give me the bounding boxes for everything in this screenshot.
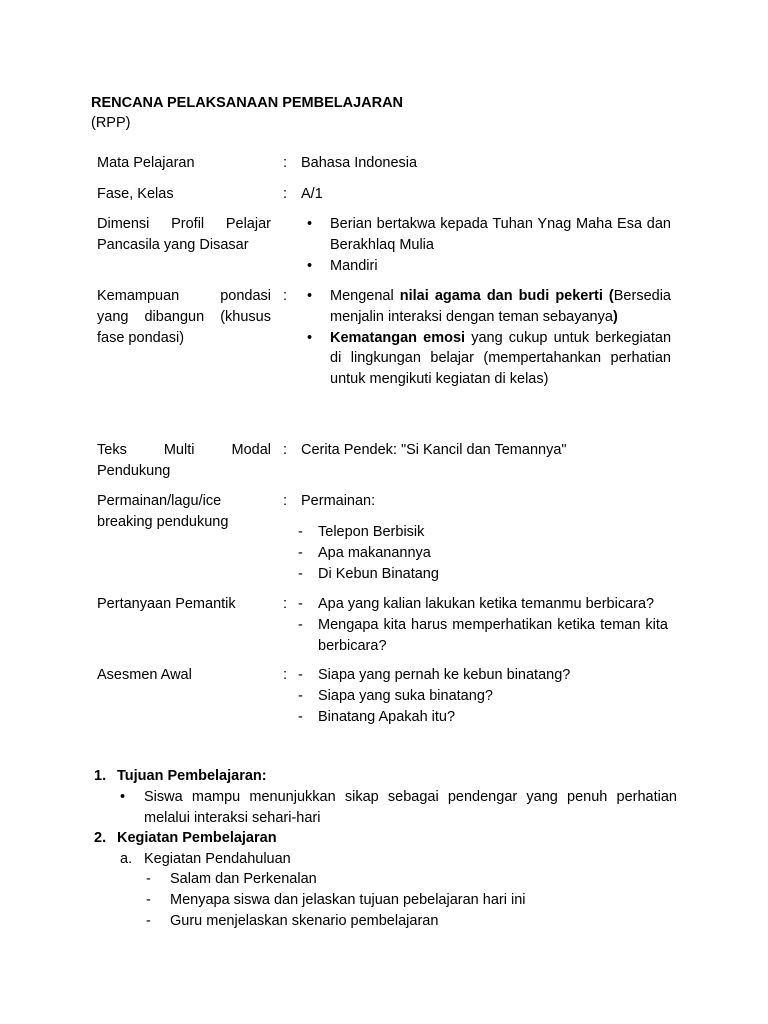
dash-icon: - [298,524,303,540]
label-pertanyaan-pemantik: Pertanyaan Pemantik [97,596,236,612]
dash-icon: - [298,544,303,561]
list-item-text: Berian bertakwa kepada Tuhan Ynag Maha Esa dan Berakhlaq Mulia [330,216,671,253]
list-item [298,564,668,585]
list-item-text: Telepon Berbisik [318,524,425,540]
bullet-icon: • [307,288,313,304]
list-item [298,594,668,615]
dash-icon: - [298,708,303,725]
label-line: breaking pendukung [97,513,229,530]
label-mata-pelajaran: Mata Pelajaran [97,155,195,171]
bullet-icon: • [120,789,126,805]
dash-icon: - [298,616,303,633]
sub-title: Kegiatan Pendahuluan [144,851,291,867]
list-item [120,787,677,829]
label-teks-multimodal [97,440,271,482]
list-item [301,328,671,390]
label-line: Permainan/lagu/ice [97,493,222,509]
dash-icon: - [298,667,303,683]
document-subtitle: (RPP) [91,115,131,131]
value-dimensi-profil [301,214,671,276]
list-item-text: Menyapa siswa dan jelaskan tujuan pebelajaran hari ini [170,891,526,908]
list-item-text: Mengenal nilai agama dan budi pekerti (Bersedia menjalin interaksi dengan teman sebayanya) [330,288,671,325]
sub-letter: a. [120,851,133,867]
list-item [146,869,626,890]
section-tujuan-heading [94,766,267,787]
label-asesmen-awal: Asesmen Awal [97,667,192,683]
list-item [146,911,626,932]
document-title: RENCANA PELAKSANAAN PEMBELAJARAN [91,95,404,111]
list-item [301,286,671,328]
list-item-text: Guru menjelaskan skenario pembelajaran [170,912,439,929]
value-teks-multimodal: Cerita Pendek: "Si Kancil dan Temannya" [301,442,567,458]
kegiatan-list [146,869,626,931]
list-item-text: Mandiri [330,257,378,274]
label-line: Teks Multi Modal [97,442,271,458]
label-line: yang dibangun (khusus [97,308,271,325]
list-item-text: Siapa yang suka binatang? [318,687,493,704]
value-asesmen-awal [298,665,668,727]
value-permainan: Permainan: [301,493,376,509]
bullet-icon: • [307,257,313,274]
dash-icon: - [298,687,303,704]
permainan-list [298,522,668,584]
section-kegiatan-heading [94,828,277,849]
list-item-text: Siswa mampu menunjukkan sikap sebagai pendengar yang penuh perhatian melalui interaksi sehari-hari [144,789,677,826]
value-mata-pelajaran: Bahasa Indonesia [301,155,418,171]
dash-icon: - [298,596,303,612]
list-item [298,707,668,728]
list-item-text: Di Kebun Binatang [318,565,439,582]
label-line: fase pondasi) [97,329,185,346]
label-line: Kemampuan pondasi [97,288,271,304]
colon: : [283,155,288,171]
dash-icon: - [146,871,151,887]
list-item-text: Salam dan Perkenalan [170,871,317,887]
dash-icon: - [146,891,151,908]
colon: : [283,493,288,509]
label-line: Pancasila yang Disasar [97,236,249,253]
label-dimensi-profil [97,214,271,256]
list-item [301,256,671,277]
section-title: Tujuan Pembelajaran: [117,768,267,784]
bullet-icon: • [307,329,313,346]
list-item-text: Siapa yang pernah ke kebun binatang? [318,667,571,683]
value-pertanyaan-pemantik [298,594,668,656]
list-item [298,665,668,686]
dash-icon: - [146,912,151,929]
list-item-text: Mengapa kita harus memperhatikan ketika teman kita berbicara? [318,616,668,654]
tujuan-list [120,787,677,829]
label-fase-kelas: Fase, Kelas [97,186,174,202]
colon: : [283,442,288,458]
bullet-icon: • [307,216,313,232]
list-item [298,522,668,543]
list-item [298,686,668,707]
list-item [298,615,668,657]
value-fase-kelas: A/1 [301,186,323,202]
label-permainan [97,491,271,533]
colon: : [283,596,288,612]
section-title: Kegiatan Pembelajaran [117,830,277,846]
list-item [298,543,668,564]
list-item-text: Apa makanannya [318,544,431,561]
list-item-text: Kematangan emosi yang cukup untuk berkegiatan di lingkungan belajar (mempertahankan perhatian untuk mengikuti kegiatan di kelas) [330,329,672,388]
list-item [301,214,671,256]
section-number: 2. [94,830,107,846]
list-item [146,890,626,911]
kegiatan-subheading [120,849,291,870]
colon: : [283,186,288,202]
value-kemampuan-pondasi [301,286,671,390]
label-kemampuan-pondasi [97,286,271,348]
list-item-text: Binatang Apakah itu? [318,708,456,725]
section-number: 1. [94,768,107,784]
dash-icon: - [298,565,303,582]
colon: : [283,288,288,304]
list-item-text: Apa yang kalian lakukan ketika temanmu berbicara? [318,596,655,612]
colon: : [283,667,288,683]
label-line: Dimensi Profil Pelajar [97,216,271,232]
label-line: Pendukung [97,462,171,479]
